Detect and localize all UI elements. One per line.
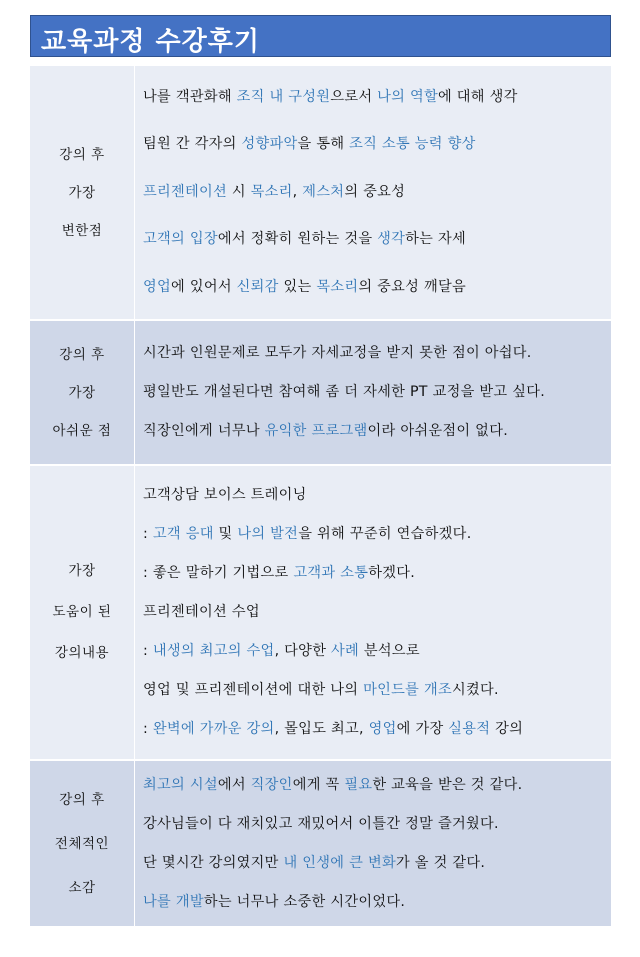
highlighted-text: 성향파악: [241, 136, 298, 153]
highlighted-text: 목소리: [316, 278, 359, 295]
highlighted-text: 나의 역할: [377, 88, 438, 105]
review-text: 강의: [490, 721, 524, 737]
review-line: [135, 554, 611, 593]
review-line: [135, 476, 611, 515]
highlighted-text: 내 인생에 큰 변화: [283, 854, 396, 871]
review-text: 평일반도 개설된다면 참여해 좀 더 자세한 PT 교정을 받고 싶다.: [143, 384, 546, 400]
highlighted-text: 목소리: [250, 183, 293, 200]
review-text: 단 몇시간 강의였지만: [143, 854, 284, 871]
highlighted-text: 직장인: [250, 776, 293, 793]
section-label: [30, 321, 135, 464]
highlighted-text: 마인드를 개조: [363, 682, 452, 698]
review-text: 시켰다.: [451, 682, 499, 698]
highlighted-text: 나를 개발: [143, 893, 204, 910]
review-line: [135, 883, 611, 922]
review-line: [135, 766, 611, 805]
review-line: [135, 412, 611, 451]
section-label-line: 도움이 된: [52, 604, 112, 620]
review-text: 에 가장: [396, 721, 449, 737]
review-text: ,: [292, 183, 303, 200]
section-content: [135, 66, 612, 319]
highlighted-text: 신뢰감: [236, 278, 279, 295]
review-line: [135, 515, 611, 554]
review-text: 의 중요성 깨달음: [358, 278, 466, 295]
review-text: 시간과 인원문제로 모두가 자세교정을 받지 못한 점이 아쉽다.: [143, 345, 532, 361]
review-line: [135, 710, 611, 749]
review-text: 에 있어서: [171, 278, 237, 295]
highlighted-text: 영업: [368, 721, 397, 737]
review-text: :: [143, 643, 153, 659]
review-line: [135, 844, 611, 883]
review-text: 의 중요성: [344, 183, 406, 200]
review-text: 을 위해 꾸준히 연습하겠다.: [298, 526, 472, 542]
review-text: , 몰입도 최고,: [274, 721, 369, 737]
section-label-line: 강의내용: [54, 645, 110, 661]
section-content: [135, 466, 612, 759]
review-text: 한 교육을 받은 것 같다.: [372, 776, 523, 793]
section-label-line: 가장: [68, 184, 96, 201]
section-label-line: 전체적인: [54, 835, 110, 852]
section-row-helpful: [30, 466, 611, 759]
highlighted-text: 조직 내 구성원: [236, 88, 331, 105]
review-line: [135, 74, 611, 122]
section-label: [30, 66, 135, 319]
review-text: 고객상담 보이스 트레이닝: [143, 487, 307, 503]
highlighted-text: 내생의 최고의 수업: [152, 643, 275, 659]
highlighted-text: 나의 발전: [237, 526, 299, 542]
review-line: [135, 334, 611, 373]
review-text: : 좋은 말하기 기법으로: [143, 565, 294, 581]
highlighted-text: 고객의 입장: [143, 231, 218, 248]
page-title: 교육과정 수강후기: [41, 27, 260, 57]
review-text: 하는 자세: [405, 231, 466, 248]
section-label-line: 강의 후: [59, 791, 105, 808]
highlighted-text: 고객 응대: [152, 526, 214, 542]
review-text: 있는: [278, 278, 317, 295]
highlighted-text: 최고의 시설: [143, 776, 218, 793]
review-line: [135, 671, 611, 710]
review-text: 팀원 간 각자의: [143, 136, 242, 153]
review-text: :: [143, 526, 153, 542]
title-bar: [30, 15, 611, 57]
section-label-line: 강의 후: [59, 146, 105, 163]
review-text: 나를 객관화해: [143, 88, 237, 105]
section-row-changes: [30, 66, 611, 319]
review-text: 강사님들이 다 재치있고 재밌어서 이틀간 정말 즐거웠다.: [143, 815, 499, 832]
section-content: [135, 761, 612, 926]
section-label-line: 소감: [68, 879, 96, 896]
highlighted-text: 사례: [331, 643, 360, 659]
review-text: 시: [227, 183, 251, 200]
section-row-overall: [30, 761, 611, 926]
review-line: [135, 169, 611, 217]
review-text: 영업 및 프리젠테이션에 대한 나의: [143, 682, 364, 698]
section-label-line: 아쉬운 점: [52, 422, 112, 439]
review-text: 으로서: [330, 88, 378, 105]
highlighted-text: 제스처: [302, 183, 345, 200]
highlighted-text: 조직 소통 능력 향상: [349, 136, 476, 153]
review-text: 이라 아쉬운점이 없다.: [367, 423, 509, 439]
highlighted-text: 고객과 소통: [293, 565, 369, 581]
review-text: :: [143, 721, 153, 737]
review-line: [135, 121, 611, 169]
section-content: [135, 321, 612, 464]
section-label-line: 변한점: [61, 222, 103, 239]
review-text: 을 통해: [297, 136, 350, 153]
highlighted-text: 필요: [344, 776, 373, 793]
review-text: 에게 꼭: [292, 776, 345, 793]
review-text: 직장인에게 너무나: [143, 423, 265, 439]
section-label-line: 가장: [68, 563, 96, 579]
highlighted-text: 유익한 프로그램: [264, 423, 368, 439]
highlighted-text: 생각: [377, 231, 406, 248]
review-text: 에 대해 생각: [437, 88, 518, 105]
review-text: 에서 정확히 원하는 것을: [217, 231, 378, 248]
review-text: 및: [213, 526, 238, 542]
review-line: [135, 632, 611, 671]
section-row-regrets: [30, 321, 611, 464]
review-text: , 다양한: [274, 643, 332, 659]
highlighted-text: 프리젠테이션: [143, 183, 228, 200]
review-line: [135, 373, 611, 412]
section-label: [30, 466, 135, 759]
review-line: [135, 593, 611, 632]
highlighted-text: 실용적: [448, 721, 491, 737]
review-text: 하겠다.: [368, 565, 416, 581]
section-label-line: 가장: [68, 384, 96, 401]
review-text: 분석으로: [359, 643, 420, 659]
review-text: 하는 너무나 소중한 시간이었다.: [203, 893, 406, 910]
review-line: [135, 264, 611, 312]
review-line: [135, 805, 611, 844]
review-text: 가 올 것 같다.: [395, 854, 486, 871]
review-text: 프리젠테이션 수업: [143, 604, 260, 620]
highlighted-text: 영업: [143, 278, 172, 295]
review-line: [135, 216, 611, 264]
section-label: [30, 761, 135, 926]
review-table: [30, 66, 611, 926]
highlighted-text: 완벽에 가까운 강의: [152, 721, 275, 737]
review-text: 에서: [217, 776, 251, 793]
section-label-line: 강의 후: [59, 346, 105, 363]
